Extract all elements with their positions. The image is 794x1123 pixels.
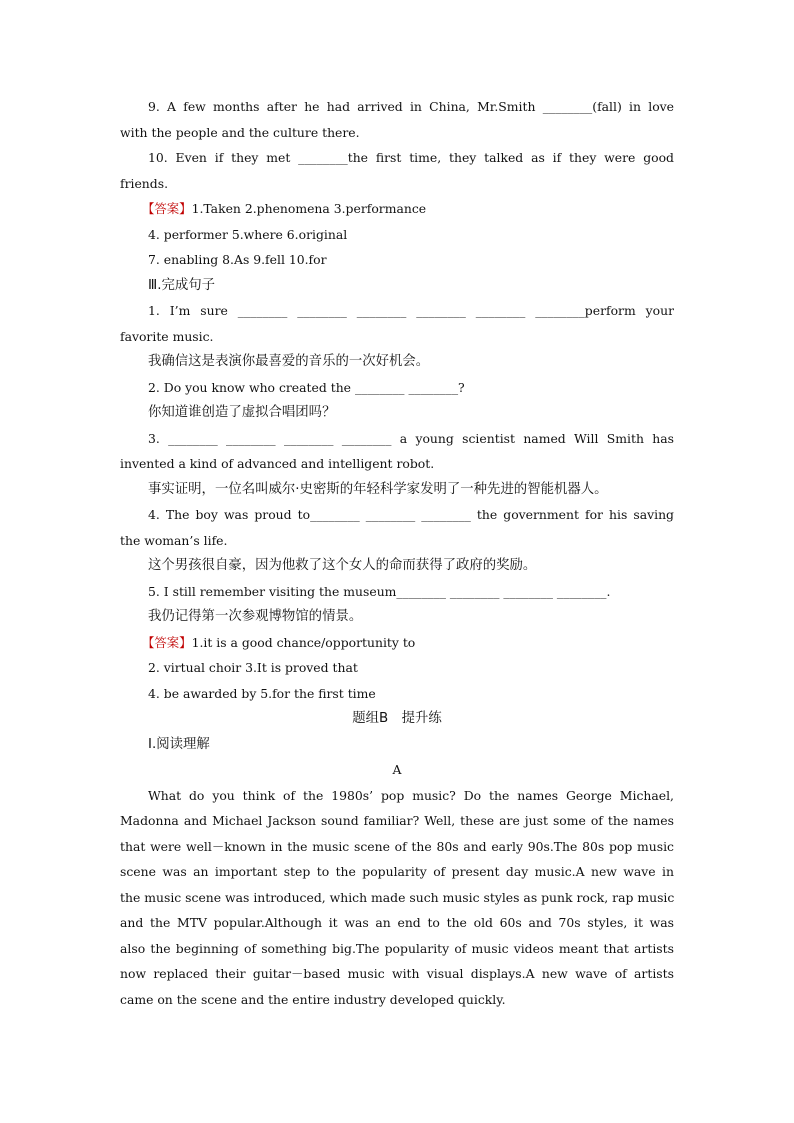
- question-10-line-2: friends.: [120, 175, 169, 191]
- sentence-5-line-1: 5. I still remember visiting the museum________ ________ ________ ________.: [148, 583, 611, 599]
- answer-line-3: 7. enabling 8.As 9.fell 10.for: [148, 252, 327, 267]
- sentence-3-translation: 事实证明，一位名叫威尔·史密斯的年轻科学家发明了一种先进的智能机器人。: [148, 481, 608, 497]
- sentence-4-line-1: 4. The boy was proud to________ ________ ________ the government for his saving: [148, 507, 674, 522]
- sentence-2-line-1: 2. Do you know who created the ________ ________?: [148, 379, 465, 395]
- passage-label: A: [392, 762, 402, 777]
- passage-line: Madonna and Michael Jackson sound familiar? Well, these are just some of the names: [120, 813, 674, 828]
- passage-line: that were well－known in the music scene of the 80s and early 90s.The 80s pop music: [120, 838, 674, 854]
- answer-line-1: [120, 196, 674, 222]
- sentences-answer-line-3: 4. be awarded by 5.for the first time: [148, 685, 376, 701]
- passage-line: also the beginning of something big.The popularity of music videos meant that artists: [120, 940, 674, 956]
- sentence-1-translation: 我确信这是表演你最喜爱的音乐的一次好机会。: [148, 354, 430, 369]
- question-9-line-1: 9. A few months after he had arrived in China, Mr.Smith ________(fall) in love: [148, 99, 674, 114]
- passage-line: What do you think of the 1980s’ pop music? Do the names George Michael,: [148, 787, 674, 803]
- passage-line: the music scene was introduced, which made such music styles as punk rock, rap music: [120, 889, 674, 905]
- passage-line: and the MTV popular.Although it was an end to the old 60s and 70s styles, it was: [120, 915, 674, 930]
- answer-text: 1.Taken 2.phenomena 3.performance: [191, 201, 427, 216]
- sentences-answer-line-1: [120, 630, 674, 656]
- reading-heading: Ⅰ.阅读理解: [148, 736, 210, 752]
- sentence-5-translation: 我仍记得第一次参观博物馆的情景。: [148, 609, 363, 624]
- sentences-answer-line-2: 2. virtual choir 3.It is proved that: [148, 660, 358, 675]
- passage-line: came on the scene and the entire industry developed quickly.: [120, 991, 506, 1007]
- question-9-line-2: with the people and the culture there.: [120, 124, 360, 140]
- sentence-1-line-2: favorite music.: [120, 328, 214, 344]
- sentence-4-translation: 这个男孩很自豪，因为他救了这个女人的命而获得了政府的奖励。: [148, 558, 537, 573]
- section-heading-complete-sentences: Ⅲ.完成句子: [148, 277, 216, 293]
- sentence-3-line-1: 3. ________ ________ ________ ________ a young scientist named Will Smith has: [148, 430, 674, 446]
- answer-tag: 【答案】: [142, 201, 192, 216]
- sentence-3-line-2: invented a kind of advanced and intelligent robot.: [120, 456, 435, 471]
- sentence-1-line-1: 1. I’m sure ________ ________ ________ ________ ________ ________perform your: [148, 303, 674, 318]
- answer-line-2: 4. performer 5.where 6.original: [148, 226, 348, 242]
- group-b-title: 题组B 提升练: [352, 711, 442, 726]
- passage-line: now replaced their guitar－based music with visual displays.A new wave of artists: [120, 966, 674, 981]
- document-page: [120, 94, 674, 1012]
- sentence-4-line-2: the woman’s life.: [120, 532, 228, 548]
- answer-tag: 【答案】: [142, 634, 192, 650]
- answer-text: 1.it is a good chance/opportunity to: [191, 634, 416, 650]
- passage-line: scene was an important step to the popularity of present day music.A new wave in: [120, 864, 674, 879]
- question-10-line-1: 10. Even if they met ________the first time, they talked as if they were good: [148, 150, 674, 165]
- sentence-2-translation: 你知道谁创造了虚拟合唱团吗？: [148, 405, 336, 420]
